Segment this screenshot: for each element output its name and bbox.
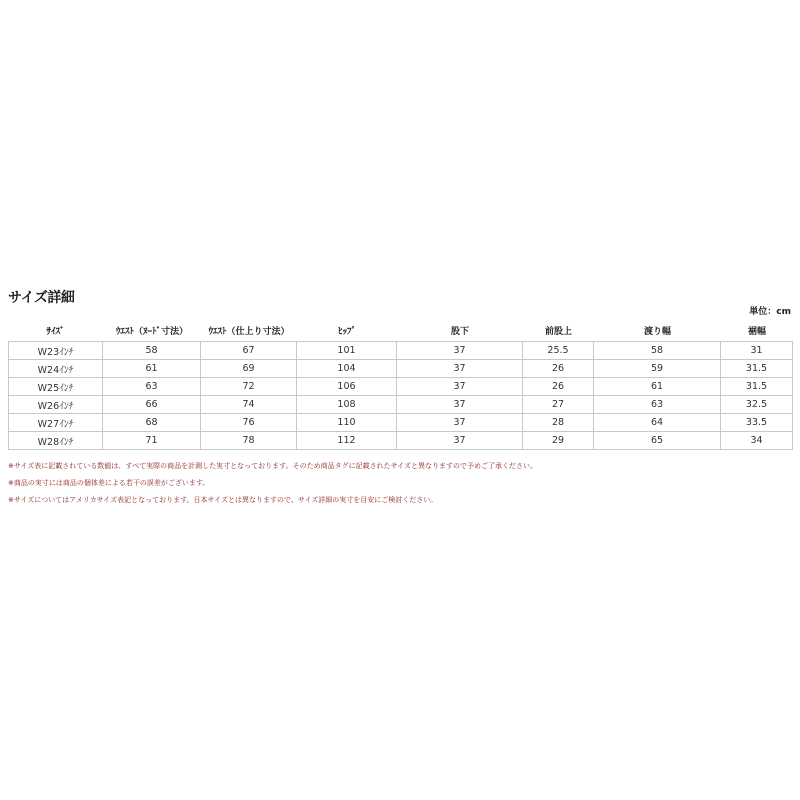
table-cell: 106 xyxy=(297,378,397,396)
table-cell: 59 xyxy=(594,360,721,378)
table-cell: 74 xyxy=(201,396,297,414)
size-cell: W23ｲﾝﾁ xyxy=(8,341,103,360)
header-waist-nude: ｳｴｽﾄ（ﾇｰﾄﾞ寸法） xyxy=(115,326,188,337)
size-cell: W28ｲﾝﾁ xyxy=(8,432,103,450)
header-front-rise: 前股上 xyxy=(544,326,572,337)
table-cell: 32.5 xyxy=(721,396,793,414)
table-cell: 37 xyxy=(397,341,523,360)
table-cell: 28 xyxy=(523,414,594,432)
header-inseam: 股下 xyxy=(450,326,469,337)
note-us-sizing: ※サイズについてはアメリカサイズ表記となっております。日本サイズとは異なりますので、サイズ詳細の実寸を目安にご検討ください。 xyxy=(8,496,438,504)
header-hip: ﾋｯﾌﾟ xyxy=(337,326,356,337)
table-row xyxy=(8,341,793,360)
size-cell: W27ｲﾝﾁ xyxy=(8,414,103,432)
table-row xyxy=(8,432,793,450)
table-header-row xyxy=(8,319,793,341)
table-cell: 68 xyxy=(103,414,201,432)
table-cell: 31.5 xyxy=(721,378,793,396)
table-cell: 104 xyxy=(297,360,397,378)
table-row xyxy=(8,396,793,414)
table-row xyxy=(8,414,793,432)
table-cell: 63 xyxy=(103,378,201,396)
table-cell: 37 xyxy=(397,396,523,414)
table-cell: 61 xyxy=(594,378,721,396)
table-cell: 37 xyxy=(397,378,523,396)
table-cell: 66 xyxy=(103,396,201,414)
size-cell: W26ｲﾝﾁ xyxy=(8,396,103,414)
notes xyxy=(8,462,537,513)
size-cell: W24ｲﾝﾁ xyxy=(8,360,103,378)
note-measurement: ※サイズ表に記載されている数値は、すべて実際の商品を計測した実寸となっております。そのため商品タグに記載されたサイズと異なりますので予めご了承ください。 xyxy=(8,462,538,470)
header-waist-finished: ｳｴｽﾄ（仕上り寸法） xyxy=(208,326,290,337)
table-cell: 37 xyxy=(397,414,523,432)
note-variance: ※商品の実寸には商品の個体差による若干の誤差がございます。 xyxy=(8,479,210,487)
table-cell: 108 xyxy=(297,396,397,414)
table-cell: 34 xyxy=(721,432,793,450)
table-cell: 78 xyxy=(201,432,297,450)
size-cell: W25ｲﾝﾁ xyxy=(8,378,103,396)
table-cell: 65 xyxy=(594,432,721,450)
header-hem-width: 裾幅 xyxy=(747,326,766,337)
unit-label: 単位：cm xyxy=(749,307,791,317)
table-cell: 37 xyxy=(397,432,523,450)
table-cell: 64 xyxy=(594,414,721,432)
table-cell: 72 xyxy=(201,378,297,396)
header-size: ｻｲｽﾞ xyxy=(46,326,65,337)
table-cell: 71 xyxy=(103,432,201,450)
table-cell: 33.5 xyxy=(721,414,793,432)
table-cell: 58 xyxy=(594,341,721,360)
table-cell: 27 xyxy=(523,396,594,414)
table-cell: 26 xyxy=(523,360,594,378)
section-title: サイズ詳細 xyxy=(8,290,75,306)
table-cell: 26 xyxy=(523,378,594,396)
table-row xyxy=(8,360,793,378)
table-cell: 110 xyxy=(297,414,397,432)
size-table xyxy=(8,319,793,450)
table-cell: 31.5 xyxy=(721,360,793,378)
table-cell: 31 xyxy=(721,341,793,360)
table-cell: 67 xyxy=(201,341,297,360)
table-cell: 25.5 xyxy=(523,341,594,360)
table-cell: 101 xyxy=(297,341,397,360)
table-row xyxy=(8,378,793,396)
table-cell: 63 xyxy=(594,396,721,414)
table-cell: 69 xyxy=(201,360,297,378)
table-cell: 58 xyxy=(103,341,201,360)
header-thigh-width: 渡り幅 xyxy=(643,326,671,337)
table-cell: 76 xyxy=(201,414,297,432)
table-cell: 112 xyxy=(297,432,397,450)
table-cell: 61 xyxy=(103,360,201,378)
table-cell: 37 xyxy=(397,360,523,378)
table-cell: 29 xyxy=(523,432,594,450)
